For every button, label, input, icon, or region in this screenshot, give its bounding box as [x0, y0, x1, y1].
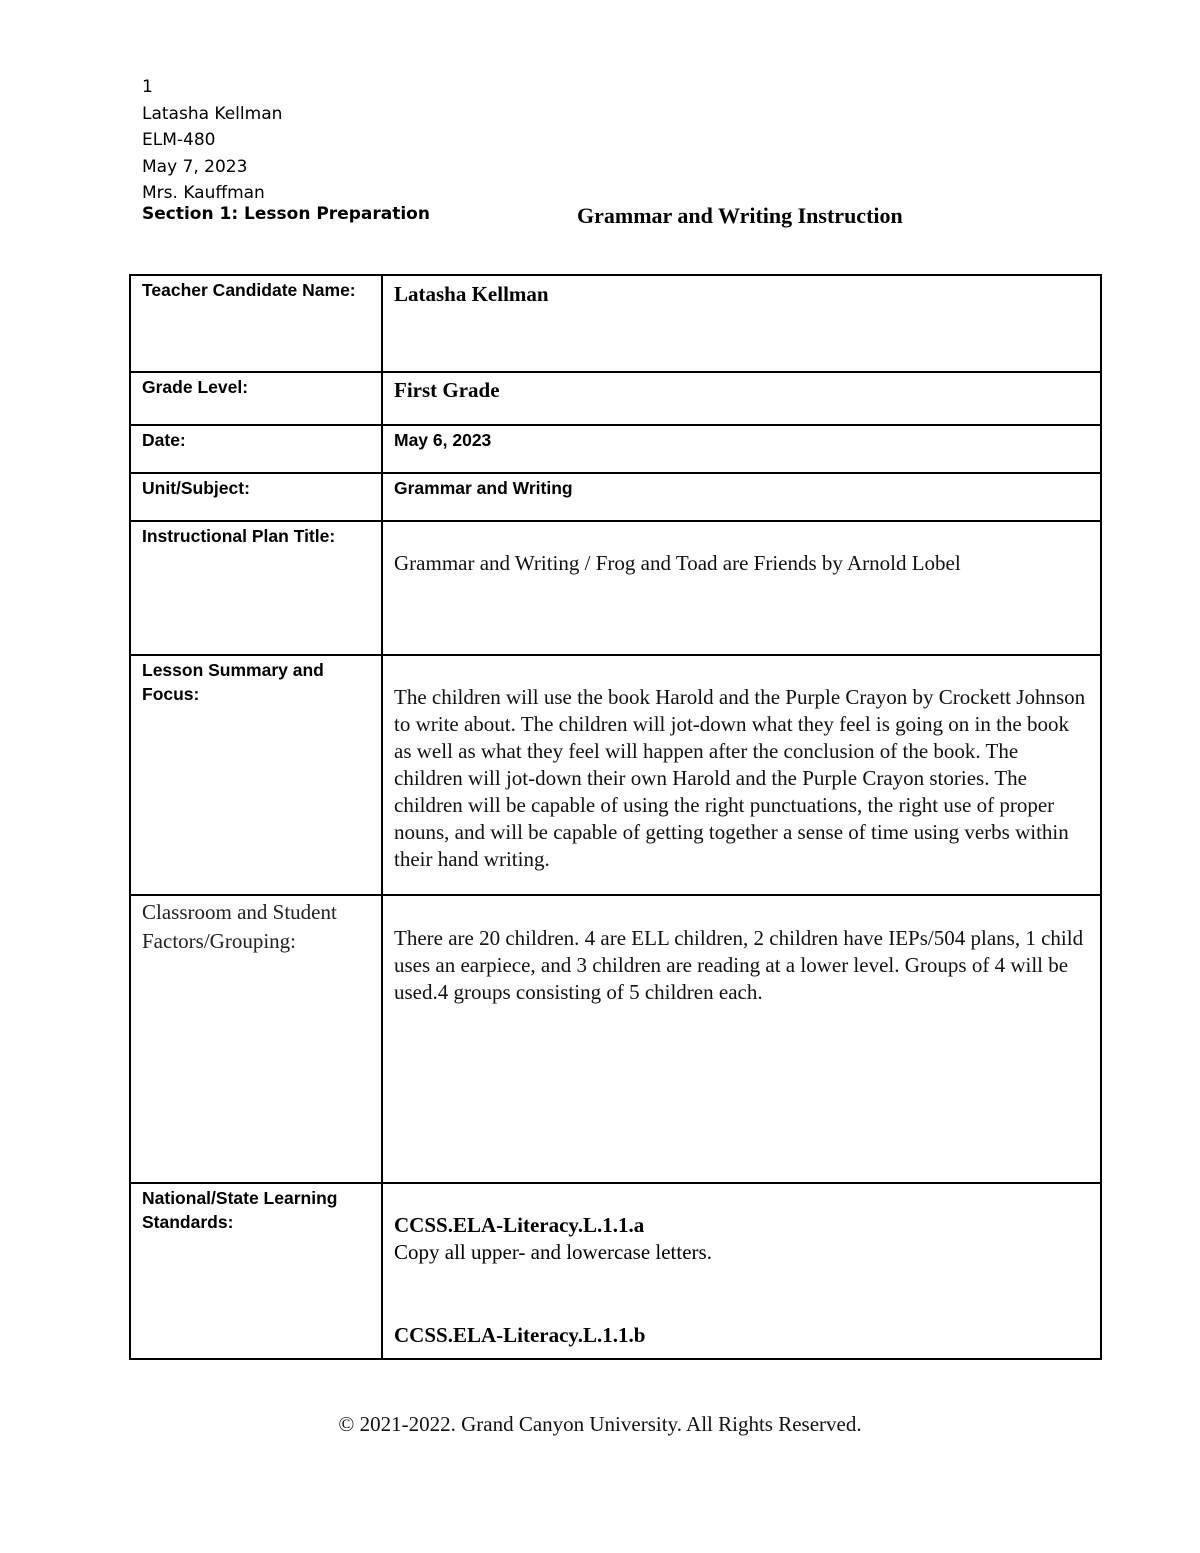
- copyright-footer: © 2021-2022. Grand Canyon University. All Rights Reserved.: [338, 1412, 862, 1436]
- unit-value: Grammar and Writing: [394, 478, 573, 498]
- grade-label: Grade Level:: [142, 377, 249, 397]
- standards-label: National/State Learning Standards:: [142, 1188, 338, 1232]
- document-header: [142, 74, 282, 207]
- table-row-date: [130, 425, 1101, 473]
- date-label: Date:: [142, 430, 186, 450]
- header-date: May 7, 2023: [142, 156, 248, 177]
- standard-description: Copy all upper- and lowercase letters.: [394, 1240, 712, 1264]
- teacher-value: Latasha Kellman: [394, 282, 549, 306]
- factors-label: Classroom and Student Factors/Grouping:: [142, 900, 337, 953]
- table-row-factors: [130, 895, 1101, 1183]
- factors-value: There are 20 children. 4 are ELL children, 2 children have IEPs/504 plans, 1 child uses an earpiece, and 3 children are reading at a lower level. Groups of 4 will be used.4 groups consisting of 5 children each.: [394, 926, 1084, 1004]
- section-heading-row: [142, 204, 1042, 232]
- date-value: May 6, 2023: [394, 430, 492, 450]
- instructor-name: Mrs. Kauffman: [142, 183, 265, 203]
- table-row-teacher: [130, 275, 1101, 372]
- standards-list: [383, 1184, 1100, 1349]
- plan-title-label: Instructional Plan Title:: [142, 526, 336, 546]
- section-title: Grammar and Writing Instruction: [577, 203, 903, 228]
- summary-value: The children will use the book Harold and the Purple Crayon by Crockett Johnson to write about. The children will jot-down what they feel is going on in the book as well as what they feel will happen after the conclusion of the book. The children will jot-down their own Harold and the Purple Crayon stories. The children will be capable of using the right punctuations, the right use of proper nouns, and will be capable of getting together a sense of time using verbs within their hand writing.: [394, 685, 1086, 871]
- table-row-standards: [130, 1183, 1101, 1359]
- section-label: Section 1: Lesson Preparation: [142, 204, 430, 224]
- summary-label: Lesson Summary and Focus:: [142, 660, 324, 704]
- grade-value: First Grade: [394, 378, 500, 402]
- teacher-label: Teacher Candidate Name:: [142, 280, 356, 300]
- unit-label: Unit/Subject:: [142, 478, 250, 498]
- plan-title-value: Grammar and Writing / Frog and Toad are Friends by Arnold Lobel: [394, 551, 961, 575]
- standard-code: CCSS.ELA-Literacy.L.1.1.a: [394, 1213, 645, 1237]
- table-row-grade: [130, 372, 1101, 425]
- standard-code: CCSS.ELA-Literacy.L.1.1.b: [394, 1323, 646, 1347]
- table-row-summary: [130, 655, 1101, 895]
- table-row-plan-title: [130, 521, 1101, 655]
- student-name: Latasha Kellman: [142, 103, 283, 124]
- table-row-unit: [130, 473, 1101, 521]
- course-code: ELM-480: [142, 130, 216, 150]
- lesson-plan-table: [129, 274, 1102, 1360]
- page-number: 1: [142, 77, 153, 97]
